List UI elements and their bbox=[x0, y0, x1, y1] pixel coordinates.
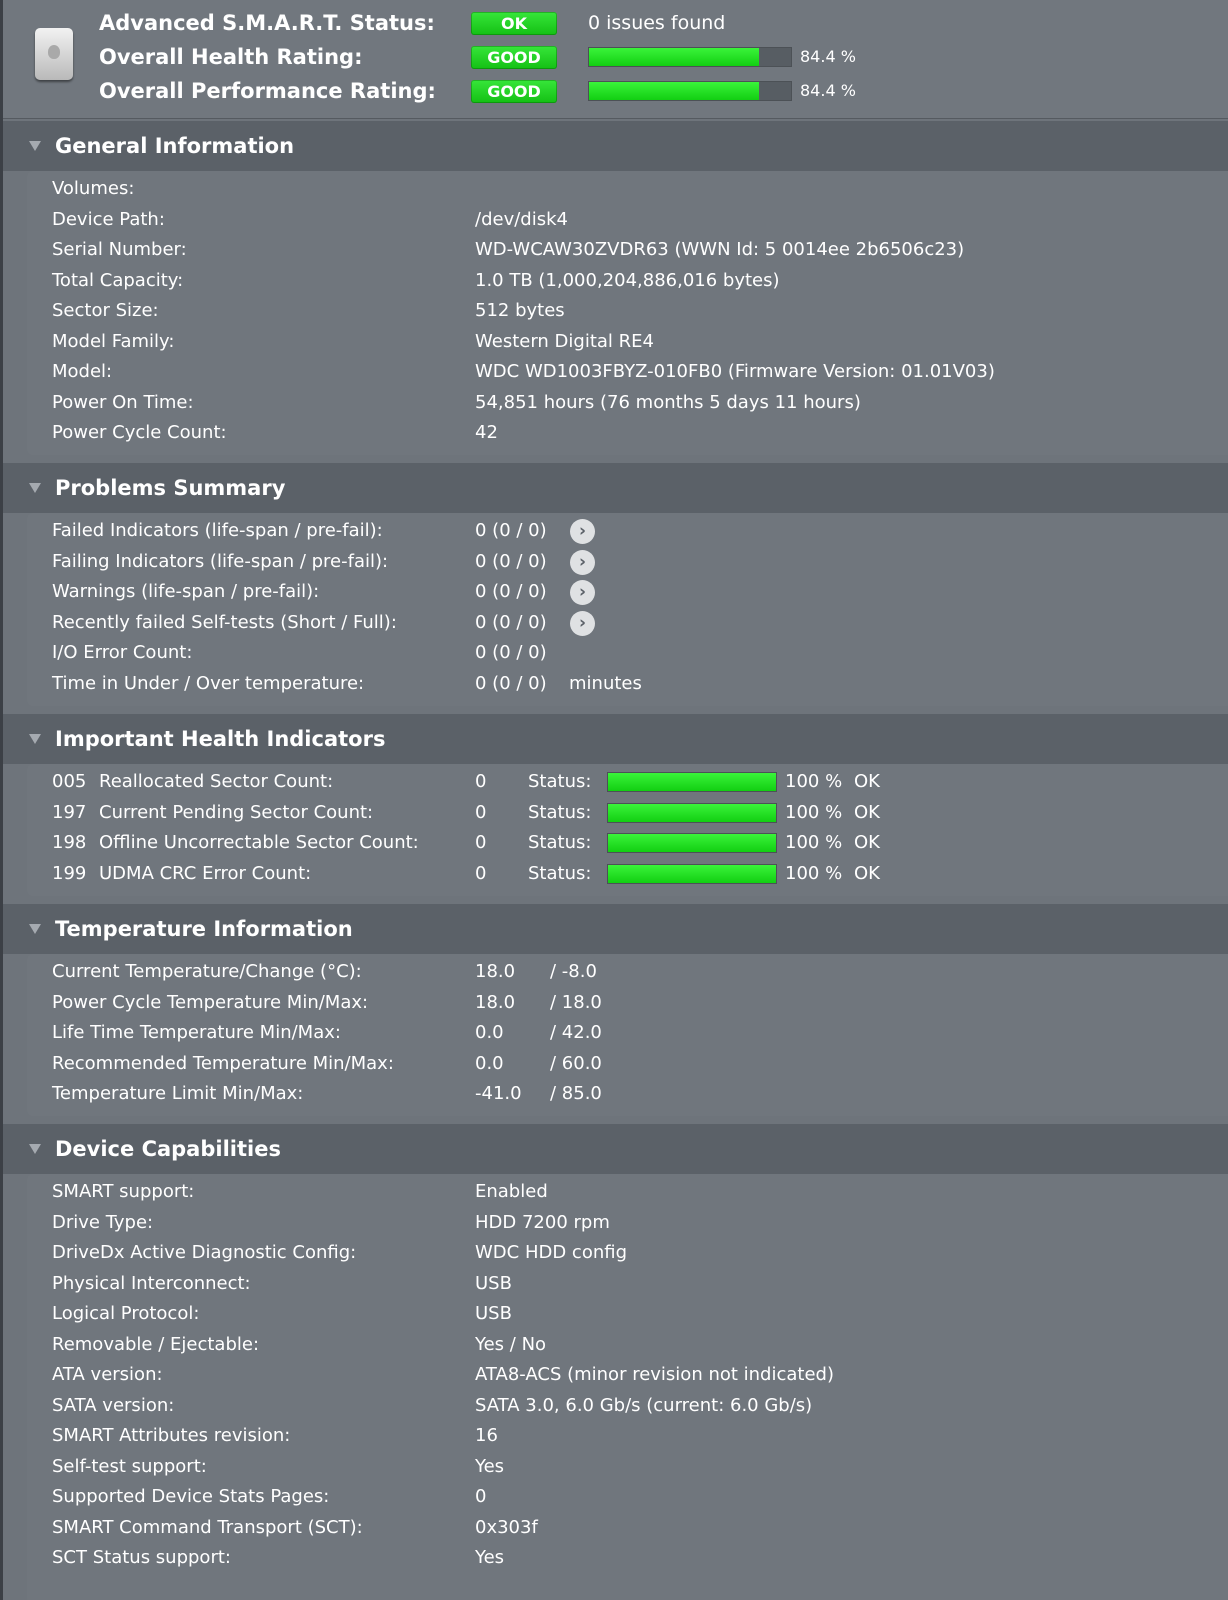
problem-key: I/O Error Count: bbox=[52, 642, 193, 663]
problem-key: Time in Under / Over temperature: bbox=[52, 672, 365, 694]
capability-value: 16 bbox=[475, 1425, 498, 1446]
info-key: Power On Time: bbox=[52, 391, 194, 413]
capability-row bbox=[27, 1513, 1228, 1544]
info-key: Sector Size: bbox=[52, 300, 159, 321]
info-value: Western Digital RE4 bbox=[475, 330, 654, 352]
smart-summary bbox=[3, 0, 1228, 119]
temperature-info-header[interactable] bbox=[3, 904, 1228, 954]
chevron-right-circle-icon[interactable]: › bbox=[570, 611, 595, 636]
capability-key: SATA version: bbox=[52, 1394, 175, 1416]
smart-status-label: Advanced S.M.A.R.T. Status: bbox=[99, 11, 435, 35]
status-label: Status: bbox=[528, 862, 592, 884]
capability-key: DriveDx Active Diagnostic Config: bbox=[52, 1242, 357, 1263]
performance-rating-row bbox=[99, 76, 1219, 106]
capability-value: HDD 7200 rpm bbox=[475, 1211, 610, 1233]
problem-value: 0 (0 / 0) bbox=[475, 520, 547, 541]
info-value: WD-WCAW30ZVDR63 (WWN Id: 5 0014ee 2b6506c23) bbox=[475, 239, 965, 260]
capability-value: ATA8-ACS (minor revision not indicated) bbox=[475, 1364, 834, 1385]
temperature-value-1: 0.0 bbox=[475, 1052, 504, 1074]
capability-key: Drive Type: bbox=[52, 1211, 154, 1233]
capability-value: Enabled bbox=[475, 1181, 548, 1202]
status-percent: 100 % bbox=[785, 801, 843, 823]
info-row bbox=[27, 357, 1228, 388]
status-bar bbox=[607, 833, 777, 853]
problems-summary-header[interactable] bbox=[3, 463, 1228, 513]
health-row bbox=[27, 859, 1228, 890]
temperature-row bbox=[27, 988, 1228, 1019]
capability-row bbox=[27, 1482, 1228, 1513]
info-key: Power Cycle Count: bbox=[52, 422, 227, 443]
info-row bbox=[27, 174, 1228, 205]
health-rating-badge: GOOD bbox=[471, 46, 557, 69]
performance-rating-bar bbox=[588, 81, 792, 101]
status-percent: 100 % bbox=[785, 832, 843, 853]
health-row bbox=[27, 798, 1228, 829]
problem-key: Warnings (life-span / pre-fail): bbox=[52, 581, 320, 602]
temperature-value-2: / 85.0 bbox=[550, 1083, 602, 1104]
status-label: Status: bbox=[528, 801, 592, 823]
attribute-id: 005 bbox=[52, 771, 87, 792]
health-rating-percent: 84.4 % bbox=[800, 47, 856, 66]
section-title: Temperature Information bbox=[55, 917, 353, 941]
health-row bbox=[27, 828, 1228, 859]
section-title: Problems Summary bbox=[55, 476, 286, 500]
chevron-right-circle-icon[interactable]: › bbox=[570, 580, 595, 605]
performance-rating-badge: GOOD bbox=[471, 80, 557, 103]
info-value: 512 bytes bbox=[475, 300, 565, 321]
info-key: Device Path: bbox=[52, 208, 165, 230]
problem-key: Recently failed Self-tests (Short / Full): bbox=[52, 611, 397, 633]
health-indicators-panel bbox=[27, 764, 1228, 896]
problem-row bbox=[27, 577, 1228, 608]
temperature-value-2: / -8.0 bbox=[550, 961, 597, 982]
temperature-info-panel bbox=[27, 954, 1228, 1116]
disclosure-triangle-icon[interactable] bbox=[29, 734, 41, 744]
disclosure-triangle-icon[interactable] bbox=[29, 141, 41, 151]
health-rating-bar bbox=[588, 47, 792, 67]
status-label: Status: bbox=[528, 832, 592, 853]
capability-row bbox=[27, 1177, 1228, 1208]
temperature-row bbox=[27, 1049, 1228, 1080]
info-row bbox=[27, 418, 1228, 449]
temperature-key: Power Cycle Temperature Min/Max: bbox=[52, 991, 369, 1013]
capability-value: 0x303f bbox=[475, 1516, 538, 1538]
problem-value: 0 (0 / 0) bbox=[475, 672, 547, 694]
capability-row bbox=[27, 1330, 1228, 1361]
disclosure-triangle-icon[interactable] bbox=[29, 483, 41, 493]
capability-key: SMART Command Transport (SCT): bbox=[52, 1516, 363, 1538]
device-capabilities-header[interactable] bbox=[3, 1124, 1228, 1174]
status-bar-fill bbox=[608, 834, 776, 852]
temperature-value-1: 0.0 bbox=[475, 1022, 504, 1043]
capability-value: Yes bbox=[475, 1547, 505, 1568]
problem-key: Failed Indicators (life-span / pre-fail): bbox=[52, 520, 383, 541]
info-row bbox=[27, 205, 1228, 236]
status-state: OK bbox=[854, 771, 880, 792]
capability-key: SMART Attributes revision: bbox=[52, 1425, 291, 1446]
health-indicators-header[interactable] bbox=[3, 714, 1228, 764]
capability-value: 0 bbox=[475, 1486, 487, 1507]
attribute-id: 199 bbox=[52, 862, 87, 884]
status-bar bbox=[607, 772, 777, 792]
general-info-header[interactable] bbox=[3, 121, 1228, 171]
performance-rating-bar-fill bbox=[589, 82, 759, 100]
attribute-value: 0 bbox=[475, 771, 487, 792]
temperature-key: Temperature Limit Min/Max: bbox=[52, 1083, 304, 1104]
temperature-row bbox=[27, 1018, 1228, 1049]
temperature-value-2: / 60.0 bbox=[550, 1052, 602, 1074]
disclosure-triangle-icon[interactable] bbox=[29, 1144, 41, 1154]
smart-status-row bbox=[99, 8, 1219, 38]
temperature-value-1: -41.0 bbox=[475, 1083, 522, 1104]
disclosure-triangle-icon[interactable] bbox=[29, 924, 41, 934]
capability-value: Yes / No bbox=[475, 1333, 547, 1355]
status-bar bbox=[607, 864, 777, 884]
temperature-row bbox=[27, 957, 1228, 988]
info-value: /dev/disk4 bbox=[475, 208, 568, 230]
info-key: Model Family: bbox=[52, 330, 175, 352]
status-state: OK bbox=[854, 801, 880, 823]
status-state: OK bbox=[854, 832, 880, 853]
problem-value: 0 (0 / 0) bbox=[475, 642, 547, 663]
status-bar-fill bbox=[608, 865, 776, 883]
problem-row bbox=[27, 638, 1228, 669]
attribute-value: 0 bbox=[475, 801, 487, 823]
problem-value: 0 (0 / 0) bbox=[475, 550, 547, 572]
problem-value: 0 (0 / 0) bbox=[475, 611, 547, 633]
status-percent: 100 % bbox=[785, 771, 843, 792]
capability-value: USB bbox=[475, 1272, 512, 1294]
status-state: OK bbox=[854, 862, 880, 884]
capability-key: ATA version: bbox=[52, 1364, 163, 1385]
capability-row bbox=[27, 1543, 1228, 1574]
capability-key: SCT Status support: bbox=[52, 1547, 231, 1568]
general-info-panel bbox=[27, 171, 1228, 455]
problems-summary-panel bbox=[27, 513, 1228, 706]
capability-key: SMART support: bbox=[52, 1181, 195, 1202]
health-rating-row bbox=[99, 42, 1219, 72]
attribute-name: Current Pending Sector Count: bbox=[99, 801, 374, 823]
info-row bbox=[27, 266, 1228, 297]
capability-row bbox=[27, 1269, 1228, 1300]
info-row bbox=[27, 235, 1228, 266]
capability-row bbox=[27, 1238, 1228, 1269]
problem-row bbox=[27, 547, 1228, 578]
smart-status-issues: 0 issues found bbox=[588, 12, 726, 34]
health-rating-label: Overall Health Rating: bbox=[99, 45, 363, 69]
capability-key: Removable / Ejectable: bbox=[52, 1333, 260, 1355]
capability-key: Logical Protocol: bbox=[52, 1303, 200, 1324]
capability-row bbox=[27, 1391, 1228, 1422]
problem-value: 0 (0 / 0) bbox=[475, 581, 547, 602]
temperature-value-2: / 42.0 bbox=[550, 1022, 602, 1043]
capability-key: Physical Interconnect: bbox=[52, 1272, 251, 1294]
capability-row bbox=[27, 1208, 1228, 1239]
capability-key: Self-test support: bbox=[52, 1455, 207, 1477]
section-title: Important Health Indicators bbox=[55, 727, 386, 751]
info-key: Total Capacity: bbox=[52, 269, 184, 291]
info-key: Serial Number: bbox=[52, 239, 187, 260]
info-row bbox=[27, 388, 1228, 419]
info-value: 54,851 hours (76 months 5 days 11 hours) bbox=[475, 391, 861, 413]
chevron-right-circle-icon[interactable]: › bbox=[570, 519, 595, 544]
attribute-name: Reallocated Sector Count: bbox=[99, 771, 334, 792]
capability-value: SATA 3.0, 6.0 Gb/s (current: 6.0 Gb/s) bbox=[475, 1394, 813, 1416]
info-value: WDC WD1003FBYZ-010FB0 (Firmware Version: 01.01V03) bbox=[475, 361, 995, 382]
drive-icon bbox=[35, 28, 73, 80]
attribute-name: UDMA CRC Error Count: bbox=[99, 862, 312, 884]
capability-row bbox=[27, 1421, 1228, 1452]
info-row bbox=[27, 327, 1228, 358]
capability-key: Supported Device Stats Pages: bbox=[52, 1486, 330, 1507]
attribute-id: 197 bbox=[52, 801, 87, 823]
health-row bbox=[27, 767, 1228, 798]
problem-row bbox=[27, 608, 1228, 639]
chevron-right-circle-icon[interactable]: › bbox=[570, 550, 595, 575]
health-rating-bar-fill bbox=[589, 48, 759, 66]
performance-rating-percent: 84.4 % bbox=[800, 81, 856, 100]
info-value: 1.0 TB (1,000,204,886,016 bytes) bbox=[475, 269, 780, 291]
capability-value: Yes bbox=[475, 1455, 505, 1477]
capability-row bbox=[27, 1452, 1228, 1483]
temperature-value-1: 18.0 bbox=[475, 991, 516, 1013]
attribute-value: 0 bbox=[475, 832, 487, 853]
attribute-value: 0 bbox=[475, 862, 487, 884]
temperature-row bbox=[27, 1079, 1228, 1110]
temperature-key: Recommended Temperature Min/Max: bbox=[52, 1052, 394, 1074]
capability-row bbox=[27, 1299, 1228, 1330]
temperature-key: Current Temperature/Change (°C): bbox=[52, 961, 362, 982]
info-row bbox=[27, 296, 1228, 327]
apple-logo-icon bbox=[48, 45, 60, 59]
info-key: Volumes: bbox=[52, 178, 135, 199]
performance-rating-label: Overall Performance Rating: bbox=[99, 79, 436, 103]
info-value: 42 bbox=[475, 422, 498, 443]
attribute-name: Offline Uncorrectable Sector Count: bbox=[99, 832, 419, 853]
section-title: Device Capabilities bbox=[55, 1137, 281, 1161]
temperature-value-1: 18.0 bbox=[475, 961, 516, 982]
attribute-id: 198 bbox=[52, 832, 87, 853]
temperature-key: Life Time Temperature Min/Max: bbox=[52, 1022, 341, 1043]
capability-value: WDC HDD config bbox=[475, 1242, 628, 1263]
capability-value: USB bbox=[475, 1303, 512, 1324]
status-bar-fill bbox=[608, 804, 776, 822]
status-bar bbox=[607, 803, 777, 823]
problem-row bbox=[27, 516, 1228, 547]
problem-unit: minutes bbox=[569, 672, 642, 694]
status-label: Status: bbox=[528, 771, 592, 792]
info-key: Model: bbox=[52, 361, 113, 382]
section-title: General Information bbox=[55, 134, 295, 158]
smart-status-badge: OK bbox=[471, 12, 557, 35]
temperature-value-2: / 18.0 bbox=[550, 991, 602, 1013]
problem-row bbox=[27, 669, 1228, 700]
status-percent: 100 % bbox=[785, 862, 843, 884]
capability-row bbox=[27, 1360, 1228, 1391]
device-capabilities-panel bbox=[27, 1174, 1228, 1600]
status-bar-fill bbox=[608, 773, 776, 791]
problem-key: Failing Indicators (life-span / pre-fail): bbox=[52, 550, 389, 572]
